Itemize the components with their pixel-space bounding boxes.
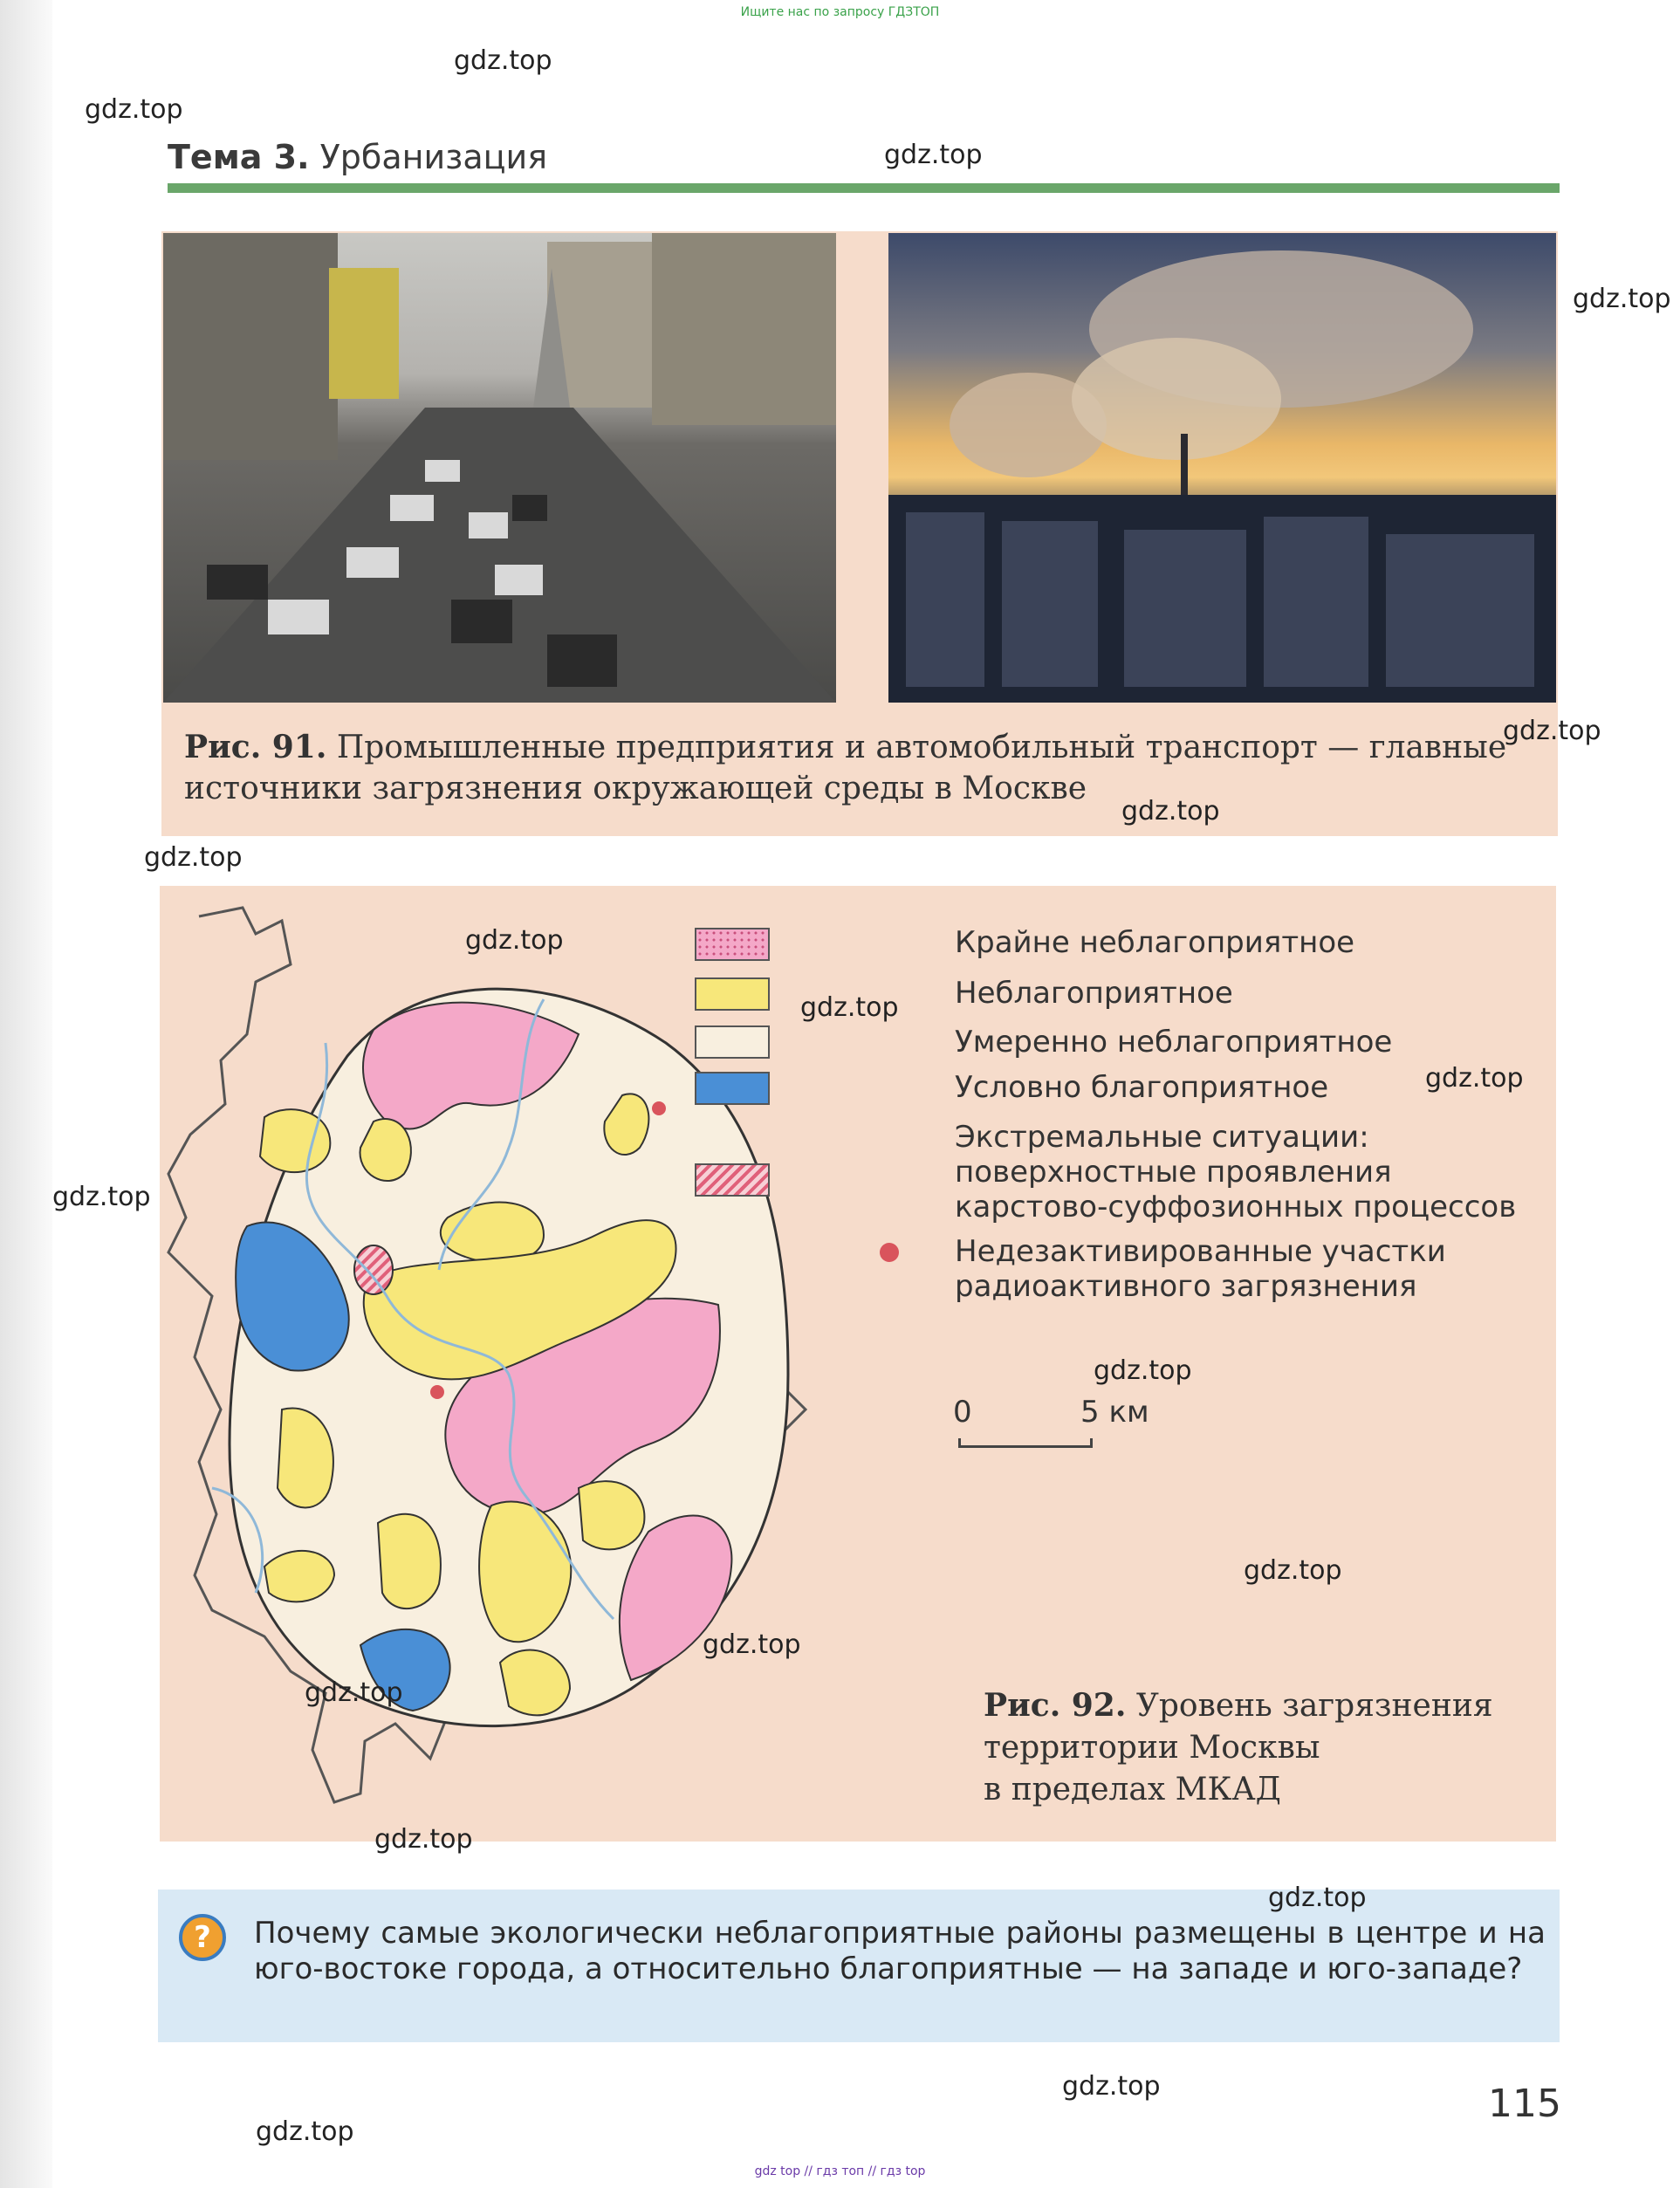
legend-swatch-karst (695, 1163, 770, 1197)
legend-radioactive (955, 1234, 1446, 1304)
legend-extreme-line2: поверхностные проявления (955, 1155, 1392, 1190)
topic-header (168, 138, 547, 176)
legend-conditionally-favorable: Условно благоприятное (955, 1070, 1329, 1105)
legend-swatch-extreme-unfavorable (695, 928, 770, 961)
watermark: gdz.top (374, 1824, 473, 1855)
photo-moscow-traffic (163, 233, 836, 703)
legend-unfavorable: Неблагоприятное (955, 976, 1233, 1011)
question-text: Почему самые экологически неблагоприятные районы размещены в центре и на юго-востоке города, а относительно благоприятные — на западе и юго-западе? (254, 1916, 1546, 1986)
zone-karst (354, 1245, 393, 1294)
figure-92-label: Рис. 92. (984, 1687, 1127, 1724)
page-binding-shadow (0, 0, 52, 2188)
top-banner[interactable]: Ищите нас по запросу ГДЗТОП (740, 5, 940, 19)
legend-radioactive-line1: Недезактивированные участки (955, 1234, 1446, 1269)
watermark: gdz.top (884, 140, 983, 170)
legend-swatch-conditionally-favorable (695, 1072, 770, 1105)
header-divider (168, 183, 1560, 193)
photo-moscow-industry (888, 233, 1556, 703)
watermark: gdz.top (703, 1629, 801, 1660)
question-icon: ? (179, 1914, 226, 1961)
watermark: gdz.top (85, 94, 183, 125)
watermark: gdz.top (1573, 284, 1671, 314)
watermark: gdz.top (305, 1677, 403, 1708)
figure-91 (161, 231, 1558, 836)
watermark: gdz.top (454, 45, 552, 76)
figure-92-line1: Уровень загрязнения (1135, 1688, 1493, 1724)
scale-bar (958, 1438, 1093, 1448)
legend-moderate: Умеренно неблагоприятное (955, 1025, 1393, 1060)
figure-92-line3: в пределах МКАД (984, 1772, 1281, 1807)
legend-swatch-unfavorable (695, 977, 770, 1011)
watermark: gdz.top (256, 2116, 354, 2147)
footer-links[interactable]: gdz top // гдз топ // гдз top (754, 2164, 926, 2178)
topic-title: Урбанизация (319, 138, 548, 176)
figure-92-caption (984, 1684, 1507, 1811)
scale-five-km: 5 км (1080, 1395, 1149, 1430)
radioactive-site-center (430, 1385, 444, 1399)
watermark: gdz.top (1425, 1063, 1524, 1094)
radioactive-site-northeast (652, 1101, 666, 1115)
topic-label: Тема 3. (168, 138, 310, 176)
legend-extreme-unfavorable: Крайне неблагоприятное (955, 925, 1355, 960)
figure-92-line2: территории Москвы (984, 1730, 1320, 1766)
watermark: gdz.top (1094, 1355, 1192, 1386)
watermark: gdz.top (144, 842, 243, 873)
moscow-pollution-map (160, 886, 840, 1811)
legend-extreme-line1: Экстремальные ситуации: (955, 1120, 1369, 1155)
legend-dot-radioactive (880, 1243, 899, 1262)
scale-zero: 0 (953, 1395, 972, 1430)
watermark: gdz.top (465, 925, 564, 956)
watermark: gdz.top (1503, 716, 1601, 746)
figure-91-label: Рис. 91. (184, 729, 327, 765)
legend-extreme-situations (955, 1120, 1516, 1224)
watermark: gdz.top (1268, 1883, 1367, 1913)
watermark: gdz.top (1244, 1555, 1342, 1586)
legend-extreme-line3: карстово-суффозионных процессов (955, 1190, 1517, 1224)
figure-91-text: Промышленные предприятия и автомобильный транспорт — главные источники загрязнения окружающей среды в Москве (184, 730, 1507, 806)
page-number: 115 (1488, 2082, 1561, 2126)
watermark: gdz.top (800, 992, 899, 1023)
legend-radioactive-line2: радиоактивного загрязнения (955, 1269, 1417, 1304)
legend-swatch-moderate (695, 1025, 770, 1059)
figure-91-caption (184, 727, 1528, 809)
watermark: gdz.top (1062, 2071, 1161, 2102)
watermark: gdz.top (52, 1182, 151, 1212)
watermark: gdz.top (1121, 796, 1220, 827)
